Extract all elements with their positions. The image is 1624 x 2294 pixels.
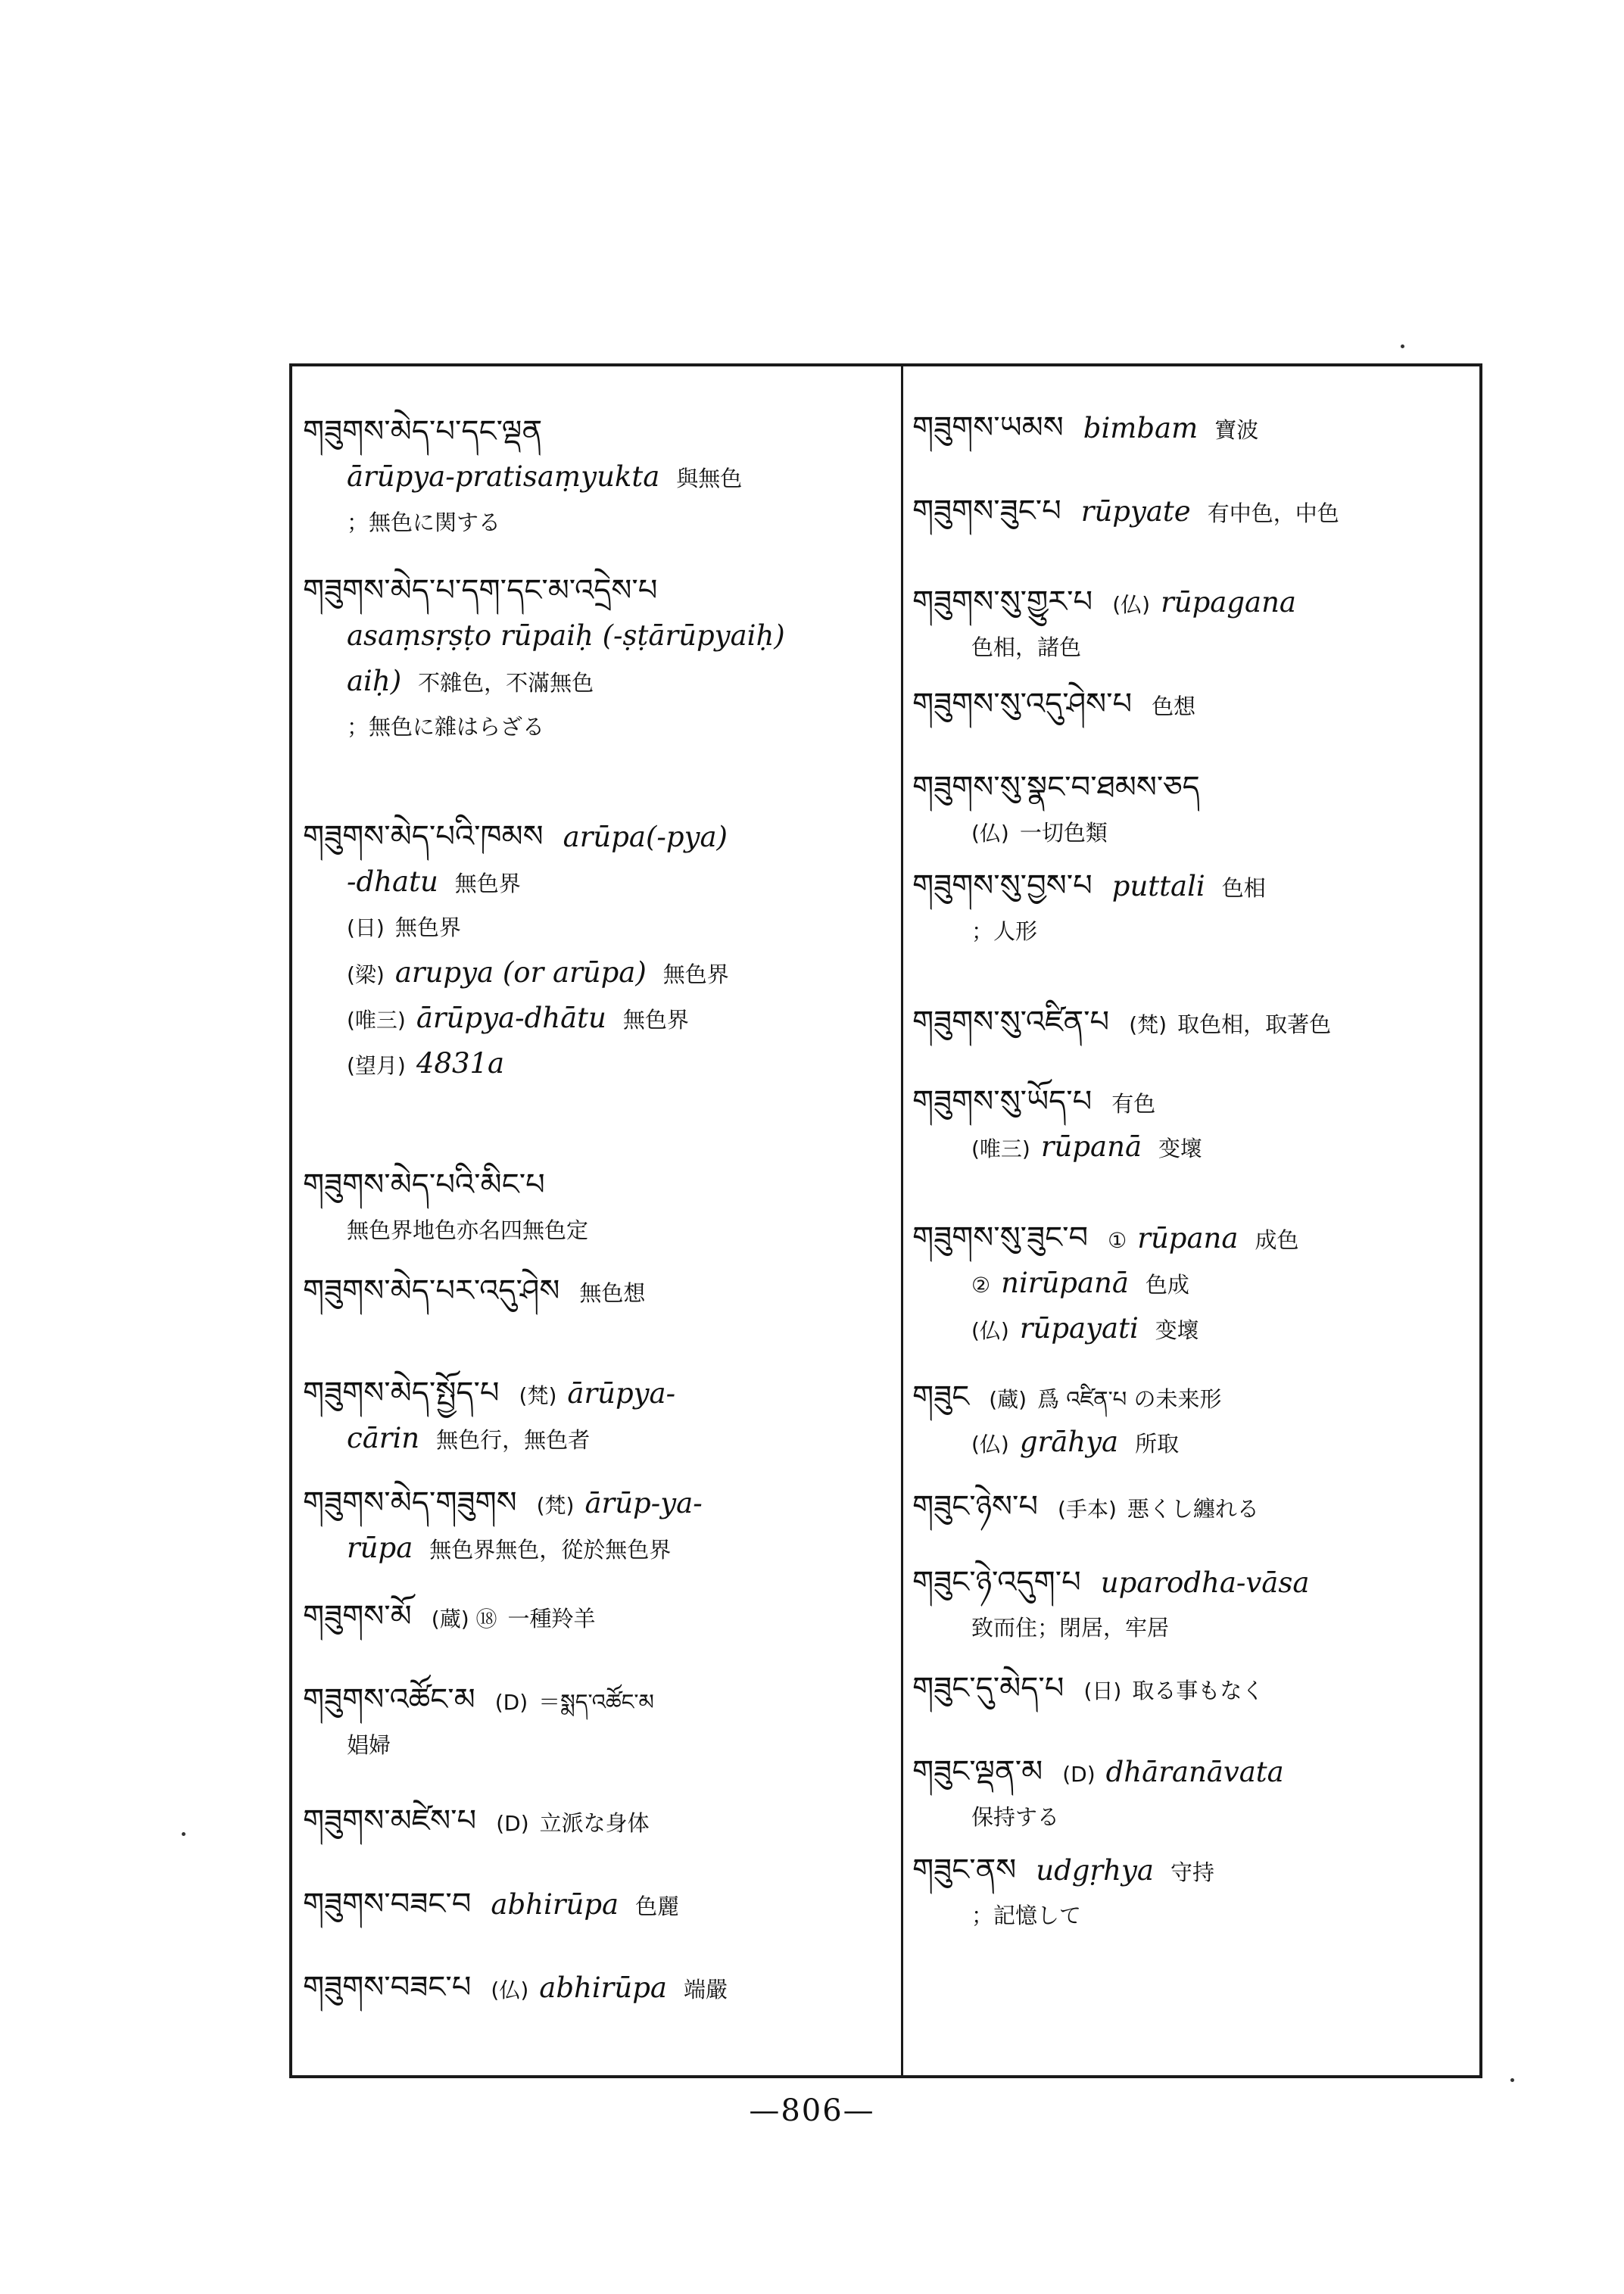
dictionary-entry [912, 1484, 1476, 1529]
entry-headline [303, 568, 893, 613]
tibetan-headword: གཟུགས་སུ་གྱུར་པ [912, 584, 1093, 619]
dictionary-entry [912, 488, 1476, 534]
entry-subline [303, 500, 893, 545]
sanskrit-term: abhirūpa [539, 1971, 667, 2004]
sanskrit-term: ārūpya-dhātu [416, 1002, 606, 1034]
japanese-gloss: 無色行，無色者 [436, 1427, 591, 1453]
tibetan-headword: གཟུགས་ཡམས [912, 410, 1064, 445]
sanskrit-term: rūpa [347, 1532, 413, 1564]
japanese-gloss: ＝སྨད་འཚོང་མ [538, 1689, 654, 1715]
entry-subline [303, 905, 893, 950]
entry-headline [912, 488, 1476, 534]
tibetan-headword: གཟུང་ནས [912, 1853, 1017, 1887]
dictionary-entry [912, 1560, 1476, 1650]
japanese-gloss: 色麗 [635, 1893, 680, 1919]
dictionary-entry [912, 1847, 1476, 1938]
tibetan-headword: གཟུགས་མཛེས་པ [303, 1803, 477, 1838]
entry-headline [912, 1215, 1476, 1261]
entry-headline [912, 1079, 1476, 1124]
entry-subline [912, 1794, 1476, 1840]
japanese-gloss: 色成 [1145, 1272, 1189, 1298]
column-divider [901, 363, 903, 2078]
scan-speck [182, 1832, 185, 1836]
sanskrit-term: bimbam [1083, 412, 1199, 444]
japanese-gloss: 一種羚羊 [507, 1606, 596, 1632]
entry-subline [303, 859, 893, 905]
tibetan-headword: གཟུགས་མེད་པར་འདུ་ཤེས [303, 1273, 560, 1308]
tibetan-headword: གཟུགས་མེད་པ་དག་དང་མ་འདྲེས་པ [303, 573, 658, 608]
japanese-gloss: ；無色に関する [347, 510, 501, 535]
japanese-gloss: 一切色類 [1019, 820, 1108, 846]
japanese-gloss: 無色想 [579, 1280, 646, 1306]
dictionary-entry [912, 863, 1476, 954]
tibetan-headword: གཟུགས་སུ་ཟུང་བ [912, 1220, 1089, 1255]
sanskrit-term: cārin [347, 1422, 420, 1454]
source-tag: (蔵) ⑱ [431, 1607, 497, 1632]
source-tag: (梵) [1129, 1012, 1167, 1037]
sanskrit-term: arūpa(-pya) [563, 821, 728, 853]
tibetan-headword: གཟུགས་སུ་བྱས་པ [912, 868, 1093, 903]
japanese-gloss: 有中色，中色 [1207, 500, 1339, 526]
entry-subline [912, 1420, 1476, 1465]
entry-headline [912, 1374, 1476, 1420]
japanese-gloss: 無色界 [622, 1007, 689, 1033]
japanese-gloss: 無色界 [394, 915, 461, 940]
entry-headline [912, 579, 1476, 625]
entry-subline [912, 810, 1476, 856]
source-tag: (D) [1062, 1762, 1096, 1787]
sanskrit-term: rūpanā [1040, 1130, 1142, 1163]
entry-subline [303, 1041, 893, 1086]
japanese-gloss: 悪くし纏れる [1127, 1496, 1259, 1522]
dictionary-entry [912, 681, 1476, 727]
entry-headline [912, 681, 1476, 727]
entry-subline [912, 1306, 1476, 1351]
source-tag: ② [971, 1273, 991, 1298]
sanskrit-term: puttali [1111, 870, 1205, 902]
source-tag: (仏) [971, 821, 1009, 846]
sanskrit-term: 4831a [416, 1047, 505, 1080]
source-tag: (唯三) [347, 1008, 406, 1033]
sanskrit-term: rūpagana [1161, 586, 1296, 619]
tibetan-headword: གཟུང་ལྡན་མ [912, 1754, 1043, 1789]
entry-subline [303, 950, 893, 996]
tibetan-headword: གཟུགས་བཟང་བ [303, 1887, 472, 1922]
entry-headline [912, 1847, 1476, 1893]
japanese-gloss: 無色界無色，從於無色界 [429, 1537, 672, 1563]
source-tag: (仏) [491, 1978, 529, 2003]
japanese-gloss: 寶波 [1214, 417, 1259, 443]
sanskrit-term: rūpyate [1080, 495, 1191, 528]
dictionary-entry [912, 1079, 1476, 1170]
page-number: —806— [749, 2093, 875, 2128]
dictionary-entry [303, 1480, 893, 1571]
entry-headline [303, 1798, 893, 1844]
japanese-gloss: 無色界 [454, 871, 521, 896]
source-tag: (D) [494, 1690, 528, 1715]
tibetan-headword: གཟུགས་མེད་སྤྱོད་པ [303, 1376, 500, 1410]
source-tag: (梵) [519, 1383, 557, 1408]
japanese-gloss: 取色相，取著色 [1177, 1011, 1332, 1037]
entry-subline [303, 704, 893, 750]
tibetan-headword: གཟུང་ཉེ་འདུག་པ [912, 1565, 1081, 1600]
japanese-gloss: 爲 འཛིན་པ の未来形 [1037, 1386, 1222, 1412]
dictionary-entry [303, 814, 893, 1086]
tibetan-headword: གཟུགས་སུ་འདུ་ཤེས་པ [912, 687, 1133, 722]
entry-headline [303, 814, 893, 859]
japanese-gloss: 变壞 [1158, 1136, 1203, 1161]
japanese-gloss: 與無色 [676, 466, 743, 491]
japanese-gloss: 不雜色，不滿無色 [418, 670, 594, 696]
japanese-gloss: 色相 [1221, 875, 1266, 901]
sanskrit-term: rūpayati [1019, 1312, 1139, 1345]
source-tag: (仏) [971, 1432, 1009, 1457]
dictionary-entry [303, 1798, 893, 1844]
sanskrit-term: ārūp-ya- [584, 1487, 703, 1519]
japanese-gloss: 立派な身体 [539, 1810, 650, 1836]
sanskrit-term: uparodha-vāsa [1100, 1566, 1310, 1599]
entry-headline [303, 1480, 893, 1526]
entry-headline [912, 1749, 1476, 1794]
sanskrit-term: aiḥ) [347, 665, 402, 697]
sanskrit-term: asaṃsṛṣṭo rūpaiḥ (-ṣṭārūpyaiḥ) [347, 619, 785, 652]
tibetan-headword: གཟུགས་སུ་ཡོད་པ [912, 1084, 1093, 1119]
scan-speck [1510, 2078, 1514, 2082]
entry-subline [912, 1261, 1476, 1306]
sanskrit-term: arupya (or arūpa) [394, 956, 647, 989]
entry-subline [912, 1124, 1476, 1170]
japanese-gloss: 色相，諸色 [971, 634, 1082, 660]
japanese-gloss: ；記憶して [971, 1903, 1082, 1928]
japanese-gloss: 守持 [1170, 1859, 1214, 1885]
sanskrit-term: rūpana [1137, 1222, 1239, 1255]
sanskrit-term: abhirūpa [491, 1888, 619, 1921]
source-tag: ① [1108, 1228, 1127, 1253]
tibetan-headword: གཟུང་ཉེས་པ [912, 1489, 1039, 1524]
tibetan-headword: གཟུགས་མེད་པའི་མིང་པ [303, 1167, 545, 1202]
entry-headline [303, 1370, 893, 1416]
entry-subline [303, 996, 893, 1041]
source-tag: (日) [1083, 1678, 1122, 1703]
japanese-gloss: 致而住；閉居，牢居 [971, 1615, 1170, 1641]
entry-headline [912, 1666, 1476, 1711]
tibetan-headword: གཟུགས་མེད་གཟུགས [303, 1485, 517, 1520]
entry-headline [303, 1162, 893, 1208]
source-tag: (仏) [1112, 592, 1151, 617]
entry-headline [912, 999, 1476, 1045]
sanskrit-term: -dhatu [347, 865, 438, 898]
japanese-gloss: 色想 [1152, 693, 1196, 719]
sanskrit-term: udgṛhya [1036, 1854, 1154, 1887]
sanskrit-term: ārūpya-pratisaṃyukta [347, 460, 660, 493]
dictionary-entry [303, 1162, 893, 1253]
tibetan-headword: གཟུགས་མེད་པའི་ཁམས [303, 819, 544, 854]
entry-subline [303, 454, 893, 500]
dictionary-entry [303, 1370, 893, 1461]
japanese-gloss: 端嚴 [683, 1977, 728, 2003]
japanese-gloss: 無色界地色亦名四無色定 [347, 1217, 589, 1243]
dictionary-entry [912, 1215, 1476, 1351]
dictionary-entry [303, 1677, 893, 1768]
dictionary-entry [303, 568, 893, 750]
tibetan-headword: གཟུགས་མོ [303, 1599, 412, 1634]
entry-subline [912, 1605, 1476, 1650]
entry-headline [303, 1677, 893, 1722]
entry-headline [303, 409, 893, 454]
japanese-gloss: 保持する [971, 1804, 1060, 1830]
entry-subline [303, 613, 893, 659]
dictionary-entry [912, 579, 1476, 670]
japanese-gloss: 有色 [1111, 1091, 1156, 1117]
japanese-gloss: 無色界 [662, 962, 729, 987]
japanese-gloss: 娼婦 [347, 1732, 391, 1758]
entry-headline [912, 765, 1476, 810]
tibetan-headword: གཟུགས་མེད་པ་དང་ལྡན [303, 414, 543, 449]
tibetan-headword: གཟུགས་སུ་སྣང་བ་ཐམས་ཅད [912, 770, 1200, 805]
sanskrit-term: nirūpanā [1001, 1267, 1129, 1299]
source-tag: (蔵) [989, 1387, 1027, 1412]
dictionary-entry [912, 405, 1476, 450]
scan-speck [1401, 344, 1404, 348]
tibetan-headword: གཟུགས་སུ་འཛིན་པ [912, 1005, 1110, 1039]
dictionary-entry [303, 1268, 893, 1314]
entry-subline [303, 1722, 893, 1768]
entry-headline [303, 1594, 893, 1639]
dictionary-entry [303, 409, 893, 545]
dictionary-entry [303, 1965, 893, 2010]
entry-headline [303, 1965, 893, 2010]
source-tag: (仏) [971, 1318, 1009, 1343]
entry-subline [912, 1893, 1476, 1938]
tibetan-headword: གཟུགས་འཚོང་མ [303, 1682, 475, 1717]
entry-subline [912, 909, 1476, 954]
dictionary-entry [912, 1374, 1476, 1465]
entry-subline [303, 1208, 893, 1253]
dictionary-entry [303, 1881, 893, 1927]
source-tag: (望月) [347, 1053, 406, 1078]
source-tag: (梵) [536, 1493, 575, 1518]
tibetan-headword: གཟུང [912, 1379, 970, 1414]
entry-subline [303, 1416, 893, 1461]
japanese-gloss: 变壞 [1155, 1317, 1199, 1343]
source-tag: (日) [347, 915, 385, 940]
entry-headline [303, 1881, 893, 1927]
japanese-gloss: 取る事もなく [1132, 1678, 1264, 1703]
entry-headline [912, 863, 1476, 909]
japanese-gloss: ；無色に雜はらざる [347, 714, 545, 740]
entry-headline [303, 1268, 893, 1314]
entry-subline [303, 1526, 893, 1571]
entry-subline [912, 625, 1476, 670]
dictionary-entry [912, 765, 1476, 856]
japanese-gloss: 成色 [1255, 1227, 1299, 1253]
sanskrit-term: grāhya [1019, 1426, 1119, 1458]
entry-headline [912, 1484, 1476, 1529]
tibetan-headword: གཟུགས་ཟུང་པ [912, 494, 1061, 528]
tibetan-headword: གཟུང་དུ་མེད་པ [912, 1671, 1064, 1706]
japanese-gloss: 所取 [1135, 1431, 1180, 1457]
source-tag: (梁) [347, 962, 385, 987]
dictionary-entry [912, 1666, 1476, 1711]
dictionary-entry [303, 1594, 893, 1639]
source-tag: (手本) [1058, 1497, 1117, 1522]
entry-subline [303, 659, 893, 704]
japanese-gloss: ；人形 [971, 918, 1038, 944]
sanskrit-term: dhāranāvata [1105, 1756, 1284, 1788]
entry-headline [912, 405, 1476, 450]
dictionary-entry [912, 1749, 1476, 1840]
sanskrit-term: ārūpya- [567, 1377, 676, 1410]
dictionary-entry [912, 999, 1476, 1045]
source-tag: (D) [496, 1811, 529, 1836]
entry-headline [912, 1560, 1476, 1605]
tibetan-headword: གཟུགས་བཟང་པ [303, 1970, 472, 2005]
source-tag: (唯三) [971, 1136, 1030, 1161]
